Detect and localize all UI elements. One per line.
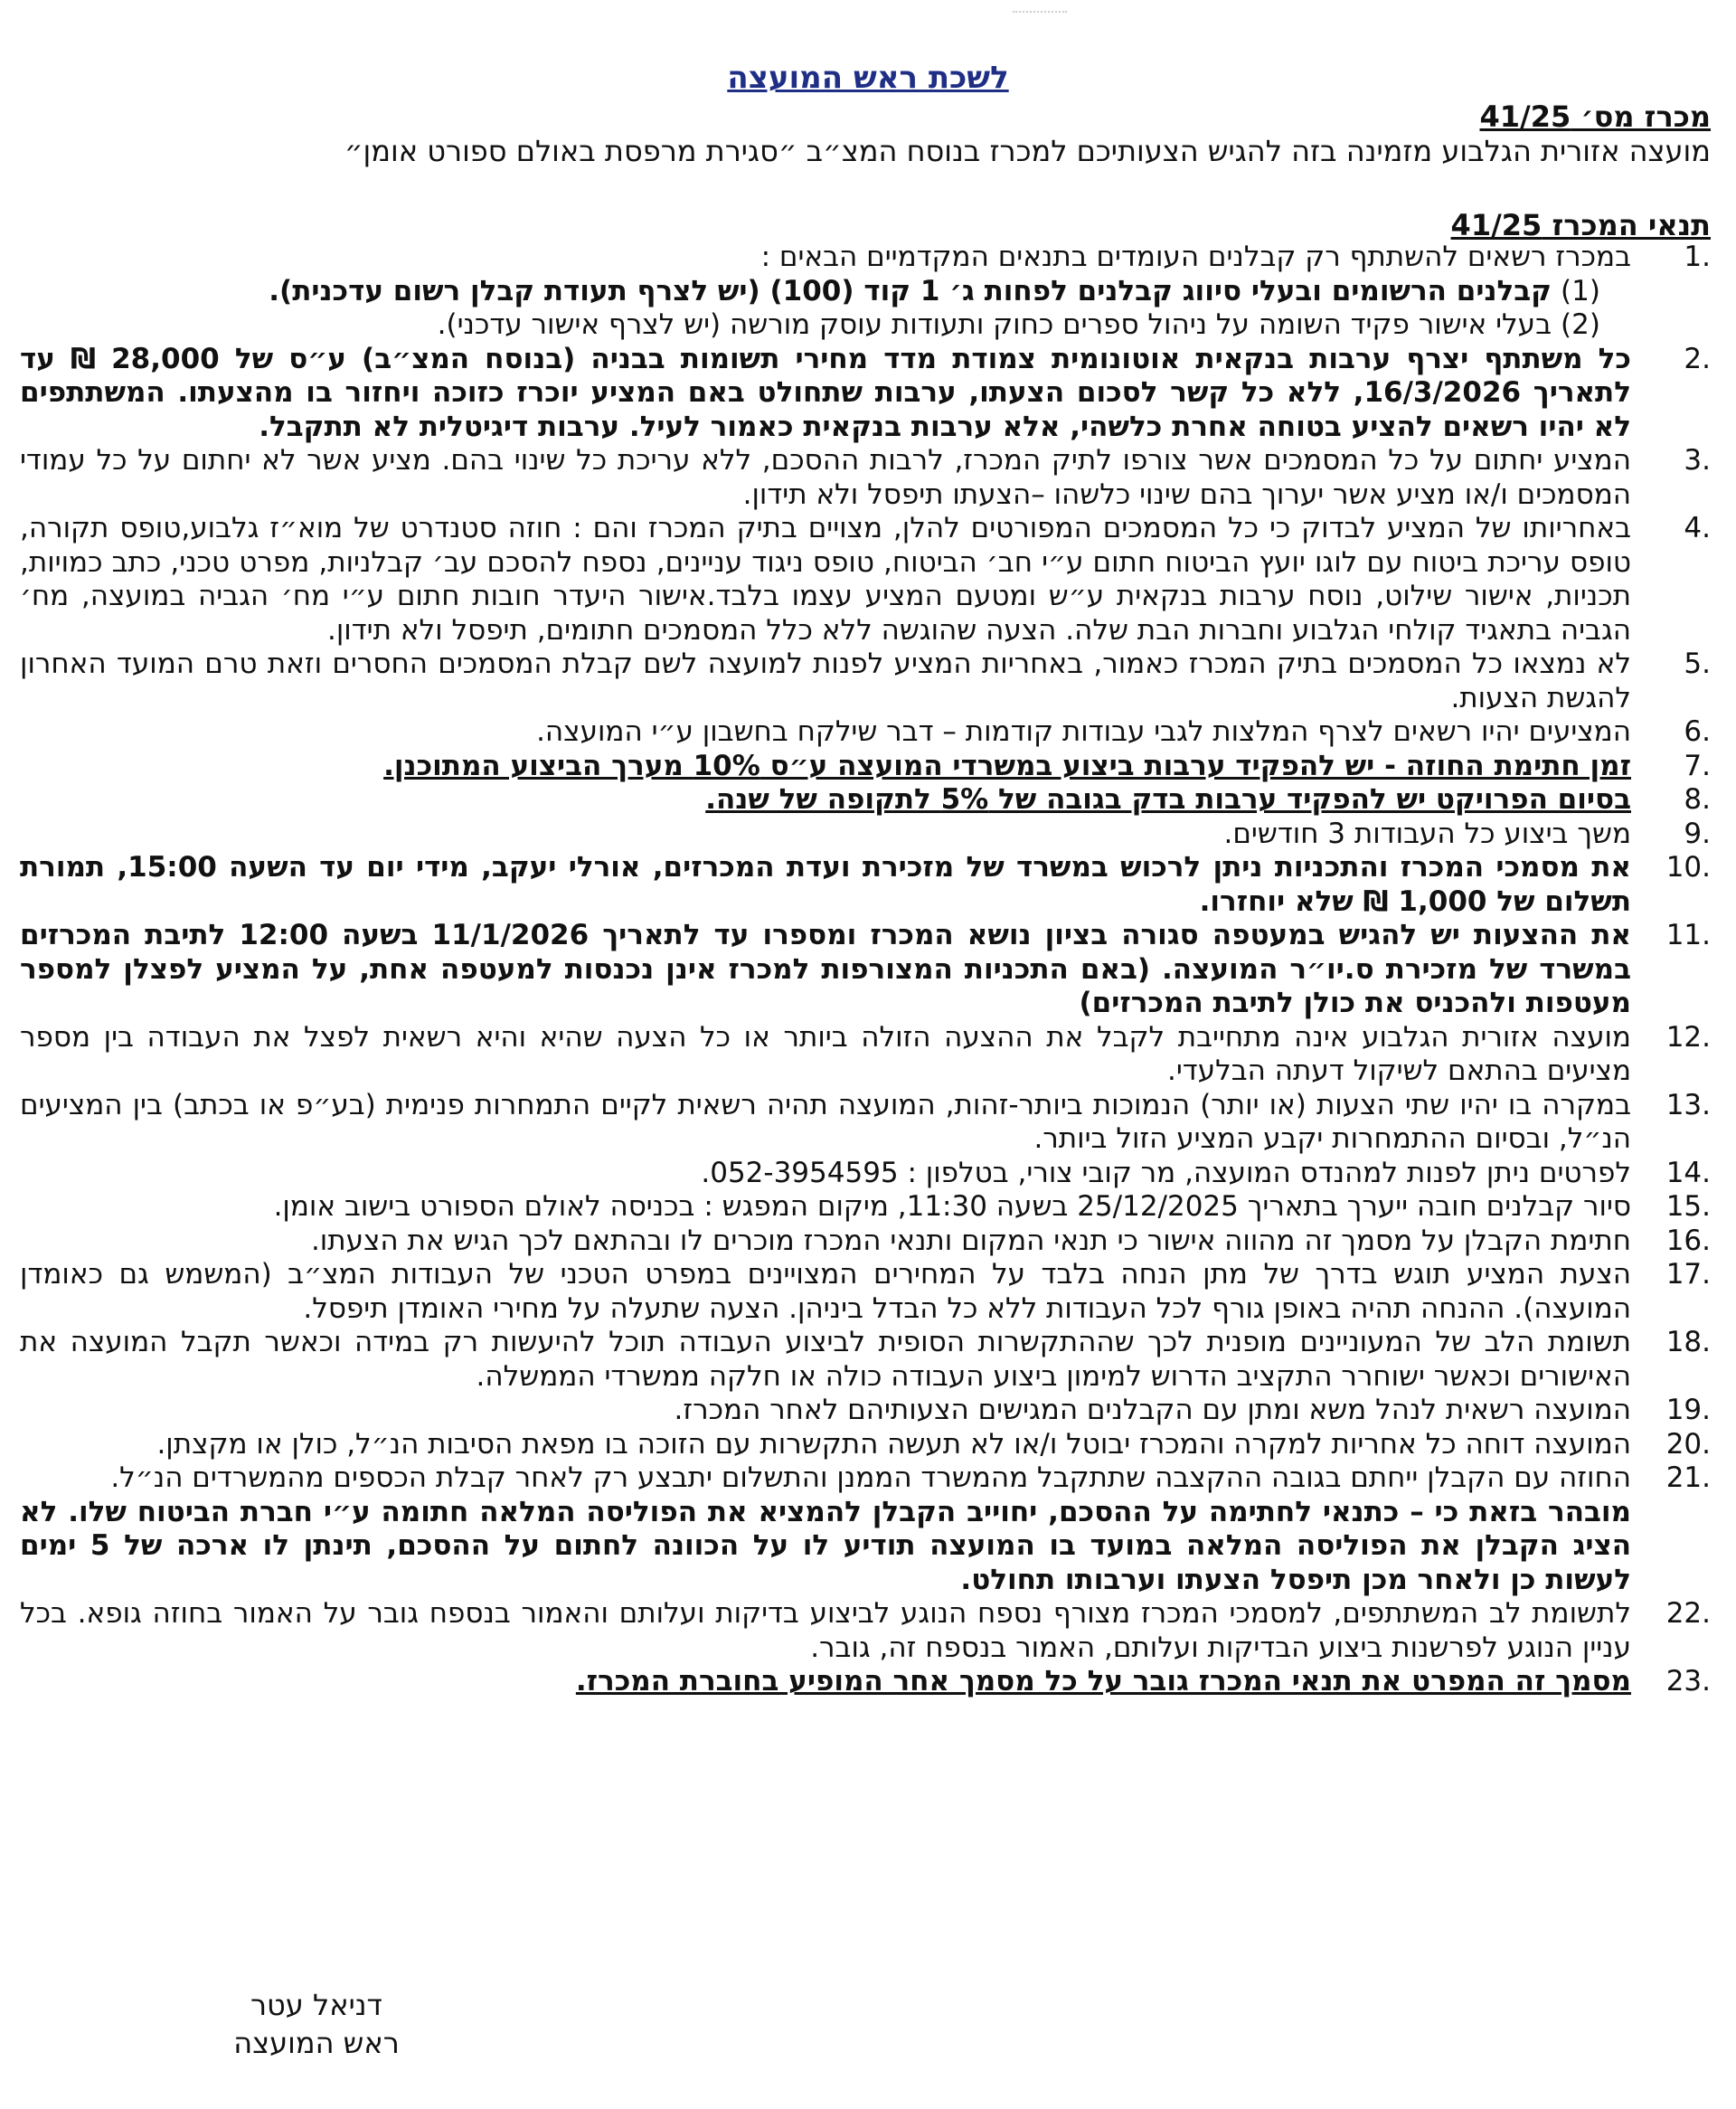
clause-11 xyxy=(20,919,1711,1021)
clause-1 xyxy=(20,241,1711,275)
clause-12 xyxy=(20,1021,1711,1089)
clause-text: את מסמכי המכרז והתכניות ניתן לרכוש במשרד של מזכירת ועדת המכרזים, אורלי יעקב, מידי יום עד השעה 15:00, תמורת תשלום של 1,000 ₪ שלא יוחזרו. xyxy=(20,851,1631,918)
clause-number: 3. xyxy=(1684,444,1711,477)
scan-mark xyxy=(1013,0,1067,13)
clause-text: משך ביצוע כל העבודות 3 חודשים. xyxy=(1223,817,1631,850)
clause-text: המועצה רשאית לנהל משא ומתן עם הקבלנים המגישים הצעותיהם לאחר המכרז. xyxy=(674,1394,1631,1426)
sub-clause-number: (2) xyxy=(1561,308,1600,341)
office-address: לשכת ראש המועצה xyxy=(727,60,1009,96)
clause-number: 21. xyxy=(1665,1461,1711,1494)
clause-3 xyxy=(20,444,1711,512)
clause-number: 16. xyxy=(1665,1224,1711,1257)
clause-text: מועצה אזורית הגלבוע אינה מתחייבת לקבל את ההצעה הזולה ביותר או כל הצעה שהיא והיא רשאית לפצל את העבודה בין מספר מציעים בהתאם לשיקול דעתה הבלעדי. xyxy=(20,1020,1631,1087)
clause-number: 9. xyxy=(1684,817,1711,850)
clause-number: 6. xyxy=(1684,715,1711,748)
clause-text: בסיום הפרויקט יש להפקיד ערבות בדק בגובה של 5% לתקופה של שנה. xyxy=(705,783,1631,816)
clause-text: סיור קבלנים חובה ייערך בתאריך 25/12/2025 בשעה 11:30, מיקום המפגש : בכניסה לאולם הספורט בישוב אומן. xyxy=(273,1190,1631,1223)
clause-text: המציעים יהיו רשאים לצרף המלצות לגבי עבודות קודמות – דבר שילקח בחשבון ע״י המועצה. xyxy=(536,715,1631,748)
clause-number: 17. xyxy=(1665,1258,1711,1291)
signature-block xyxy=(208,1986,425,2062)
clause-text: את ההצעות יש להגיש במעטפה סגורה בציון נושא המכרז ומספרו עד לתאריך 11/1/2026 בשעה 12:00 לתיבת המכרזים במשרד של מזכירת ס.יו״ר המועצה. (באם התכניות המצורפות למכרז אינן נכנסות למעטפה אחת, על המציע לפצלן למספר מעטפות ולהכניס את כולן לתיבת המכרזים) xyxy=(20,919,1632,1019)
clause-text: באחריותו של המציע לבדוק כי כל המסמכים המפורטים להלן, מצויים בתיק המכרז והם : חוזה סטנדרט של מוא״ז גלבוע,טופס תקורה, טופס עריכת ביטוח עם לוגו יועץ הביטוח חתום ע״י חב׳ הביטוח, טופס ניגוד עניינים, נספח להסכם עב׳ קבלניות, מפרט טכני, כתב כמויות, תכניות, אישור שילוט, נוסח ערבות בנקאית ע״ש ומטעם המציע עצמו בלבד.אישור היעדר חובות חתום ע״י מח׳ הגביה במועצה, מח׳ הגביה בתאגיד קולחי הגלבוע וחברות הבת שלה. הצעה שהוגשה ללא כלל המסמכים חתומים, תיפסל ולא תידון. xyxy=(20,512,1631,647)
clause-text: במכרז רשאים להשתתף רק קבלנים העומדים בתנאים המקדמיים הבאים : xyxy=(760,241,1631,273)
clause-number: 15. xyxy=(1665,1190,1711,1223)
clause-text: החוזה עם הקבלן ייחתם בגובה ההקצבה שתתקבל מהמשרד הממנן והתשלום יתבצע רק לאחר קבלת הכספים מהמשרדים הנ״ל. xyxy=(110,1461,1631,1494)
clause-19 xyxy=(20,1394,1711,1428)
sub-clause-text: בעלי אישור פקיד השומה על ניהול ספרים כחוק ותעודות עוסק מורשה (יש לצרף אישור עדכני). xyxy=(437,308,1552,341)
clause-text: במקרה בו יהיו שתי הצעות (או יותר) הנמוכות ביותר-זהות, המועצה תהיה רשאית לקיים התמחרות פנימית (בע״פ או בכתב) בין המציעים הנ״ל, ובסיום ההתמחרות יקבע המציע הזול ביותר. xyxy=(20,1088,1631,1155)
clause-number: 1. xyxy=(1684,241,1711,273)
clause-number: 8. xyxy=(1684,783,1711,816)
clause-21 xyxy=(20,1461,1711,1496)
clause-number: 4. xyxy=(1684,512,1711,544)
clause-5 xyxy=(20,648,1711,715)
clause-text: כל משתתף יצרף ערבות בנקאית אוטונומית צמודת מדד מחירי תשומות בבניה (בנוסח המצ״ב) ע״ס של 28,000 ₪ עד לתאריך 16/3/2026, ללא כל קשר לסכום הצעתו, ערבות שתחולט באם המציע יוכרז כזוכה ויחזור בו מהצעתו. המשתתפים לא יהיו רשאים להציע בטוחה אחרת כלשהי, אלא ערבות בנקאית כאמור לעיל. ערבות דיגיטלית לא תתקבל. xyxy=(20,342,1631,443)
clause-6 xyxy=(20,715,1711,750)
clause-number: 7. xyxy=(1684,749,1711,782)
clause-16 xyxy=(20,1225,1711,1259)
clause-text: לא נמצאו כל המסמכים בתיק המכרז כאמור, באחריות המציע לפנות למועצה לשם קבלת המסמכים החסרים וזאת טרם המועד האחרון להגשת הצעות. xyxy=(20,648,1631,714)
clause-number: 23. xyxy=(1665,1665,1711,1698)
clause-text: לתשומת לב המשתתפים, למסמכי המכרז מצורף נספח הנוגע לביצוע בדיקות ועלותם והאמור בנספח גובר על האמור בחוזה גופא. בכל עניין הנוגע לפרשנות ביצוע הבדיקות ועלותם, האמור בנספח זה, גובר. xyxy=(20,1597,1631,1664)
clause-number: 14. xyxy=(1665,1156,1711,1189)
clause-number: 12. xyxy=(1665,1020,1711,1054)
tender-number: מכרז מס׳ 41/25 xyxy=(1479,99,1711,134)
clause-14 xyxy=(20,1157,1711,1191)
clause-22 xyxy=(20,1597,1711,1665)
signatory-title: ראש המועצה xyxy=(233,2026,400,2060)
clause-number: 20. xyxy=(1665,1427,1711,1461)
clause-number: 5. xyxy=(1684,648,1711,680)
signatory-name: דניאל עטר xyxy=(250,1988,383,2022)
clause-number: 19. xyxy=(1665,1394,1711,1426)
clause-15 xyxy=(20,1190,1711,1225)
clause-13 xyxy=(20,1089,1711,1157)
clause-text: מסמך זה המפרט את תנאי המכרז גובר על כל מסמך אחר המופיע בחוברת המכרז. xyxy=(575,1665,1631,1698)
clause-number: 18. xyxy=(1665,1326,1711,1358)
sub-clause-number: (1) xyxy=(1561,274,1600,307)
sub-clause-1 xyxy=(20,275,1600,309)
clause-18 xyxy=(20,1326,1711,1394)
sub-clause-text: קבלנים הרשומים ובעלי סיווג קבלנים לפחות ג׳ 1 קוד (100) (יש לצרף תעודת קבלן רשום עדכנית). xyxy=(269,274,1552,307)
clause-text: תשומת הלב של המעוניינים מופנית לכך שההתקשרות הסופית לביצוע העבודה תוכל להיעשות רק במידה וכאשר תקבל המועצה את האישורים וכאשר ישוחרר התקציב הדרוש למימון ביצוע העבודה כולה או חלקה ממשרדי הממשלה. xyxy=(20,1326,1631,1393)
clause-number: 2. xyxy=(1684,342,1711,375)
clause-10 xyxy=(20,851,1711,919)
clause-2 xyxy=(20,343,1711,445)
tender-intro: מועצה אזורית הגלבוע מזמינה בזה להגיש הצעותיכם למכרז בנוסח המצ״ב ״סגירת מרפסת באולם ספורט אומן״ xyxy=(344,134,1711,168)
clause-text: המציע יחתום על כל המסמכים אשר צורפו לתיק המכרז, לרבות ההסכם, ללא עריכת כל שינוי בהם. מציע אשר לא יחתום על כל עמודי המסמכים ו/או מציע אשר יערוך בהם שינוי כלשהו –הצעתו תיפסל ולא תידון. xyxy=(20,444,1631,511)
clause-9 xyxy=(20,818,1711,852)
clause-number: 11. xyxy=(1665,919,1711,951)
clause-20 xyxy=(20,1428,1711,1462)
clause-text: לפרטים ניתן לפנות למהנדס המועצה, מר קובי צורי, בטלפון : 052-3954595. xyxy=(701,1156,1631,1189)
clause-text: זמן חתימת החוזה - יש להפקיד ערבות ביצוע במשרדי המועצה ע״ס 10% מערך הביצוע המתוכנן. xyxy=(383,749,1631,782)
clause-text: חתימת הקבלן על מסמך זה מהווה אישור כי תנאי המקום ותנאי המכרז מוכרים לו ובהתאם לכך הגיש את הצעתו. xyxy=(310,1224,1631,1257)
conditions-list xyxy=(20,241,1711,1699)
clause-7 xyxy=(20,750,1711,784)
clause-text: המועצה דוחה כל אחריות למקרה והמכרז יבוטל ו/או לא תעשה התקשרות עם הזוכה בו מפאת הסיבות הנ״ל, כולן או מקצתן. xyxy=(156,1427,1631,1461)
clause-17 xyxy=(20,1258,1711,1326)
clause-8 xyxy=(20,783,1711,818)
clause-21-insurance-note: מובהר בזאת כי – כתנאי לחתימה על ההסכם, יחוייב הקבלן להמציא את הפוליסה המלאה חתומה ע״י חברת הביטוח שלו. לא הציג הקבלן את הפוליסה המלאה במועד בו המועצה תודיע לו על הכוונה לחתום על ההסכם, תינתן לו ארכה של 5 ימים לעשות כן ולאחר מכן תיפסל הצעתו וערבותו תחולט. xyxy=(20,1495,1631,1596)
clause-23 xyxy=(20,1665,1711,1699)
conditions-title: תנאי המכרז 41/25 xyxy=(1450,208,1711,242)
clause-number: 10. xyxy=(1665,851,1711,884)
clause-number: 22. xyxy=(1665,1597,1711,1630)
clause-4 xyxy=(20,512,1711,648)
sub-clause-2 xyxy=(20,308,1600,343)
clause-text: הצעת המציע תוגש בדרך של מתן הנחה בלבד על המחירים המצויינים במפרט הטכני של העבודות המצ״ב (המשמש גם כאומדן המועצה). ההנחה תהיה באופן גורף לכל העבודות ללא כל הבדל ביניהן. הצעה שתעלה על מחירי האומדן תיפסל. xyxy=(20,1258,1631,1325)
clause-number: 13. xyxy=(1665,1088,1711,1121)
